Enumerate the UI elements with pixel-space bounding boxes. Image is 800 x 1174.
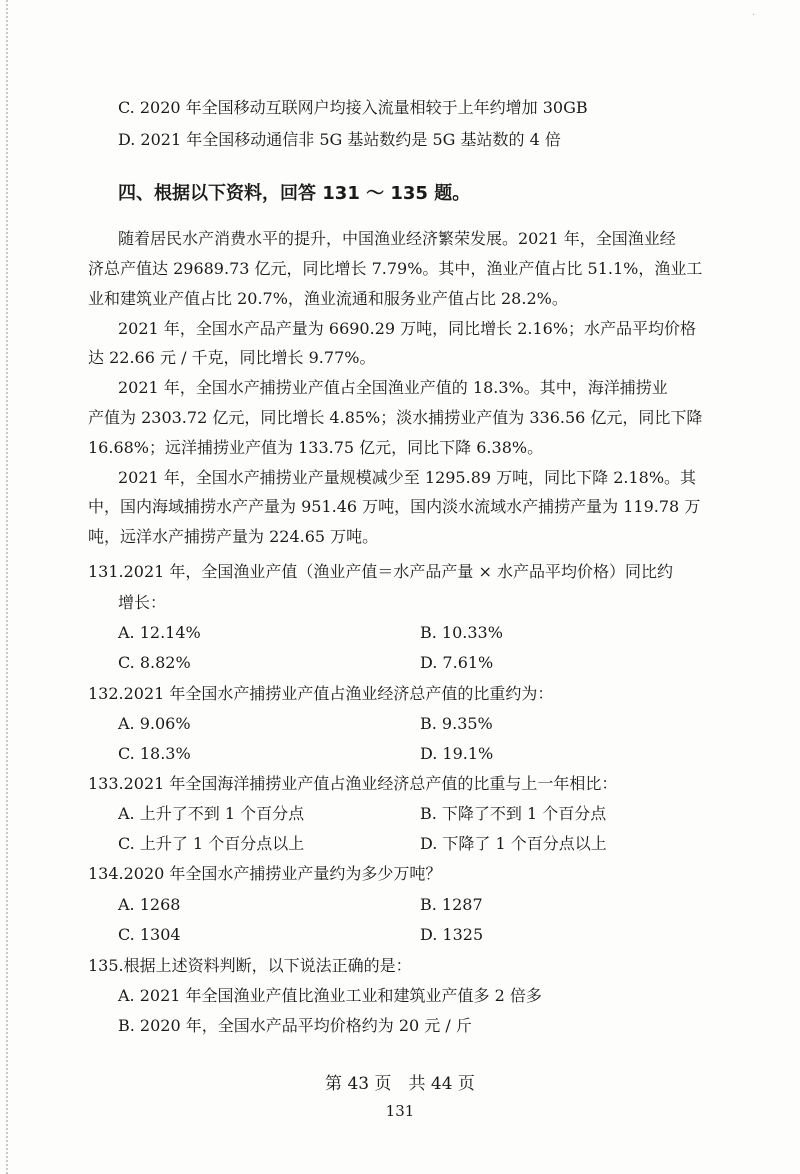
text-line: 2021 年，全国水产捕捞业产量规模减少至 1295.89 万吨，同比下降 2.18%。其 — [118, 468, 697, 487]
text-line: 产值为 2303.72 亿元，同比增长 4.85%；淡水捕捞业产值为 336.56 亿元，同比下降 — [88, 408, 703, 427]
option-c: C. 上升了 1 个百分点以上 — [118, 834, 305, 853]
binding-edge — [6, 0, 10, 1174]
text-line: 2021 年，全国水产品产量为 6690.29 万吨，同比增长 2.16%；水产品平均价格 — [118, 319, 697, 338]
section-heading: 四、根据以下资料，回答 131 ～ 135 题。 — [118, 183, 471, 204]
option-a: A. 上升了不到 1 个百分点 — [118, 804, 305, 823]
page-number: 131 — [385, 1102, 415, 1120]
text-line: 随着居民水产消费水平的提升，中国渔业经济繁荣发展。2021 年，全国渔业经 — [118, 229, 676, 248]
question-stem: 133.2021 年全国海洋捕捞业产值占渔业经济总产值的比重与上一年相比： — [88, 774, 618, 793]
option-c: C. 8.82% — [118, 653, 191, 672]
option-c: C. 1304 — [118, 925, 181, 944]
option-d: D. 下降了 1 个百分点以上 — [420, 834, 607, 853]
question-stem: 增长： — [118, 593, 167, 612]
text-line: 济总产值达 29689.73 亿元，同比增长 7.79%。其中，渔业产值占比 51.1%，渔业工 — [88, 259, 703, 278]
option-d: D. 1325 — [420, 925, 484, 944]
prev-option-c: C. 2020 年全国移动互联网户均接入流量相较于上年约增加 30GB — [118, 98, 588, 117]
question-stem: 132.2021 年全国水产捕捞业产值占渔业经济总产值的比重约为： — [88, 684, 554, 703]
text-line: 16.68%；远洋捕捞业产值为 133.75 亿元，同比下降 6.38%。 — [88, 438, 544, 457]
option-c: C. 18.3% — [118, 744, 191, 763]
option-d: D. 7.61% — [420, 653, 494, 672]
question-stem: 131.2021 年，全国渔业产值（渔业产值＝水产品产量 × 水产品平均价格）同比约 — [88, 562, 674, 581]
option-b: B. 1287 — [420, 895, 483, 914]
option-b: B. 10.33% — [420, 623, 503, 642]
text-line: 达 22.66 元 / 千克，同比增长 9.77%。 — [88, 348, 376, 367]
option-a: A. 12.14% — [118, 623, 201, 642]
option-d: D. 19.1% — [420, 744, 494, 763]
option-a: A. 1268 — [118, 895, 181, 914]
option-b: B. 下降了不到 1 个百分点 — [420, 804, 607, 823]
option-b: B. 2020 年，全国水产品平均价格约为 20 元 / 斤 — [118, 1016, 472, 1035]
text-line: 业和建筑业产值占比 20.7%，渔业流通和服务业产值占比 28.2%。 — [88, 289, 568, 308]
question-stem: 134.2020 年全国水产捕捞业产量约为多少万吨？ — [88, 864, 442, 883]
page-label: 第 43 页 共 44 页 — [325, 1074, 475, 1094]
scan-mark: · — [752, 10, 756, 21]
option-b: B. 9.35% — [420, 714, 493, 733]
option-a: A. 9.06% — [118, 714, 191, 733]
text-line: 中，国内海域捕捞水产产量为 951.46 万吨，国内淡水流域水产捕捞产量为 119.78 万 — [88, 497, 701, 516]
text-line: 吨，远洋水产捕捞产量为 224.65 万吨。 — [88, 527, 379, 546]
text-line: 2021 年，全国水产捕捞业产值占全国渔业产值的 18.3%。其中，海洋捕捞业 — [118, 378, 668, 397]
option-a: A. 2021 年全国渔业产值比渔业工业和建筑业产值多 2 倍多 — [118, 986, 542, 1005]
prev-option-d: D. 2021 年全国移动通信非 5G 基站数约是 5G 基站数的 4 倍 — [118, 130, 561, 149]
question-stem: 135.根据上述资料判断，以下说法正确的是： — [88, 956, 412, 975]
